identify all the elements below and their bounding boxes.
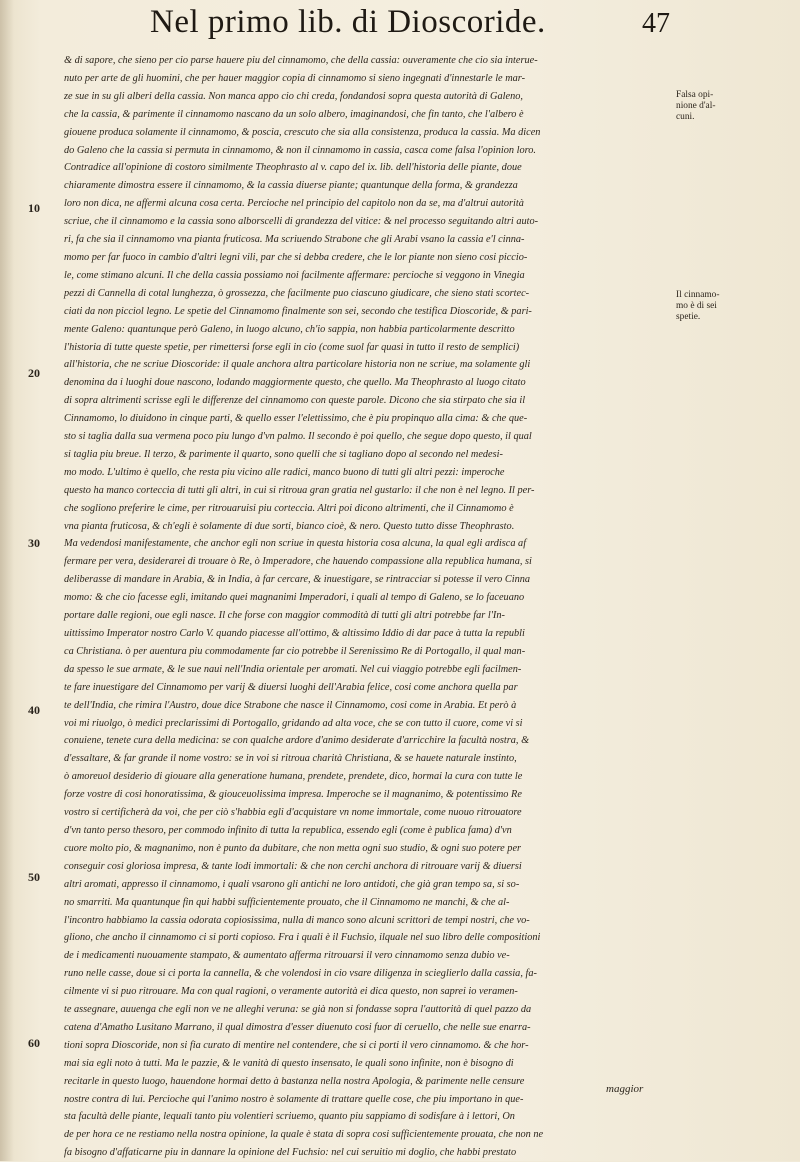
gloss-line: cuni.	[676, 112, 695, 122]
gloss-line: mo è di sei	[676, 301, 717, 311]
text-line: uittissimo Imperator nostro Carlo V. quando piacesse all'ottimo, & altissimo Iddio di dar pace à tutta la republi	[64, 628, 525, 639]
text-line: questo ha manco corteccia di tutti gli altri, in cui si ritroua gran gratia nel gustarlo: il che non è nel legno. Il per-	[64, 484, 535, 496]
text-line: conseguir cosi gloriosa impresa, & tante lodi immortali: & che non cerchi anchora di ritrouare varij & diuersi	[64, 860, 522, 872]
margin-gloss	[676, 90, 736, 123]
folio-number: 47	[642, 8, 670, 39]
text-line: Ma vedendosi manifestamente, che anchor egli non scriue in questa historia cosa alcuna, la qual egli ardisca af	[64, 538, 527, 550]
margin-gloss	[676, 290, 736, 323]
text-line: da spesso le sue armate, & le sue naui nell'India orientale per aromati. Nel cui viaggio potrebbe egli facilmen-	[64, 663, 522, 675]
catchword: maggior	[606, 1083, 644, 1095]
text-line: portare dalle regioni, oue egli nasce. Il che forse con maggior commodità di tutti gli altri potrebbe far l'In-	[64, 610, 505, 622]
text-line: de per hora ce ne restiamo nella nostra opinione, la quale è stata di sopra cosi sufficientemente prouata, che non ne	[64, 1129, 544, 1141]
text-line: deliberasse di mandare in Arabia, & in India, à far cercare, & inuestigare, se rintracciar si potesse il vero Cinna	[64, 574, 531, 586]
line-number: 60	[28, 1036, 40, 1050]
text-line: momo: & che cio facesse egli, imitando quei magnanimi Imperadori, i quali al tempo di Galeno, se lo faceuano	[64, 592, 525, 604]
text-line: tioni sopra Dioscoride, non si fia curato di mentire nel contendere, che si ci porti il vero cinnamomo. & che hor-	[64, 1039, 529, 1051]
text-line: chiaramente dimostra essere il cinnamomo, & la cassia diuerse piante; quantunque della forma, & grandezza	[64, 180, 518, 192]
line-number: 20	[28, 366, 40, 380]
text-line: mo modo. L'ultimo è quello, che resta piu vicino alle radici, manco buono di tutti gli altri pezzi: imperoche	[64, 466, 505, 478]
text-line: di sopra altrimenti scrisse egli le differenze del cinnamomo con queste parole. Dicono che sia stirpato che sia il	[64, 395, 526, 407]
line-number: 30	[28, 536, 40, 550]
text-line: si taglia piu breue. Il terzo, & parimente il quarto, sono quelli che si tagliano dopo al secondo nel medesi-	[64, 448, 503, 460]
text-line: vostro si certificherà da voi, che per ciò s'habbia egli d'acquistare vn nome immortale, come nuouo ritrouatore	[64, 807, 522, 819]
text-line: gliono, che ancho il cinnamomo ci si porti copioso. Fra i quali è il Fuchsio, ilquale nel suo libro delle compositioni	[64, 932, 541, 944]
gloss-line: Il cinnamo-	[676, 290, 720, 300]
text-line: do Galeno che la cassia si permuta in cinnamomo, & non il cinnamomo in cassia, casca come falsa l'opinion loro.	[64, 144, 537, 156]
text-line: te assegnare, auuenga che egli non ve ne alleghi veruna: se già non si fondasse sopra l'auttorità di quel pazzo da	[64, 1004, 532, 1016]
text-line: pezzi di Cannella di cotal lunghezza, ò grossezza, che facilmente puo ciascuno giudicare, che sieno stati scortec-	[64, 287, 530, 299]
text-line: Contradice all'opinione di costoro similmente Theophrasto al v. capo del ix. lib. dell'historia delle piante, doue	[64, 162, 522, 174]
text-line: te fare inuestigare del Cinnamomo per varij & diuersi luoghi dell'Arabia felice, cosi come anchora quella par	[64, 681, 518, 693]
line-number: 40	[28, 703, 40, 717]
text-line: che sogliono preferire le cime, per ritrouaruisi piu corteccia. Altri poi dicono altrimenti, che il Cinnamomo è	[64, 502, 514, 514]
gloss-line: spetie.	[676, 312, 701, 322]
text-line: altri aromati, appresso il cinnamomo, i quali vsarono gli antichi ne loro antidoti, che già gran tempo sa, si so-	[64, 878, 520, 890]
text-line: d'vn tanto perso thesoro, per commodo infinito di tutta la republica, essendo egli (come è publica fama) d'vn	[64, 824, 512, 836]
text-line: vna pianta fruticosa, & ch'egli è solamente di due sorti, bianco cioè, & nero. Questo tutto disse Theophrasto.	[64, 520, 515, 532]
text-line: Cinnamomo, lo diuidono in cinque parti, & quello esser l'elettissimo, che è piu propinquo alla cima: & che que-	[64, 413, 528, 425]
text-line: de i medicamenti nuouamente stampato, & aumentato afferma ritrouarsi il vero cinnamomo senza dubio ve-	[64, 950, 510, 962]
text-line: & di sapore, che sieno per cio parse hauere piu del cinnamomo, che della cassia: ouveramente che cio sia interue-	[64, 55, 538, 66]
text-line: sto si taglia dalla sua vermena poco piu lungo d'vn palmo. Il secondo è poi quello, che segue dopo questo, il qual	[64, 431, 532, 443]
text-line: scriue, che il cinnamomo e la cassia sono alborscelli di grandezza del vitice: & nel processo seguitando altri auto-	[64, 216, 539, 228]
text-line: fa bisogno d'affaticarne piu in dannare la opinione del Fuchsio: nel cui seruitio mi doglio, che habbi prestato	[64, 1147, 517, 1159]
text-line: cuore molto pio, & magnanimo, non è punto da dubitare, che non metta ogni suo studio, & ogni suo potere per	[64, 842, 522, 854]
text-line: all'historia, che ne scriue Dioscoride: il quale anchora altra particolare historia non ne scriue, ma solamente gli	[64, 359, 531, 371]
text-line: che la cassia, & parimente il cinnamomo nascano da un solo albero, imaginandosi, che fin tanto, che l'albero è	[64, 108, 524, 120]
text-line: conuiene, tenete cura della medicina: se con qualche ardore d'animo desiderate d'arricchire la facultà nostra, &	[64, 735, 530, 747]
text-line: mai sia egli noto à tutti. Ma le pazzie, & le vanità di questo insensato, le quali sono infinite, non è bisogno di	[64, 1057, 514, 1069]
text-line: runo nelle casse, doue si ci porta la cannella, & che volendosi in cio vsare diligenza in scieglierlo dalla cassia, fa-	[64, 968, 537, 980]
text-line: sta facultà delle piante, lequali tanto piu volentieri scriuemo, quanto piu sappiamo di sodisfare à i lettori, On	[64, 1111, 515, 1123]
text-line: d'essaltare, & far grande il nome vostro: se in voi si ritroua charità Christiana, & se hauete naturale instinto,	[64, 753, 517, 765]
text-line: catena d'Amatho Lusitano Marrano, il qual dimostra d'esser diuenuto cosi fuor di ceruello, che nelle sue enarra-	[64, 1021, 531, 1033]
text-line: loro non dica, ne affermi alcuna cosa certa. Percioche nel principio del capitolo non da se, ma d'altrui autorità	[64, 198, 524, 210]
text-line: ò amoreuol desiderio di giouare alla generatione humana, prendete, prendete, dico, hormai la cura con tutte le	[64, 771, 523, 783]
text-line: recitarle in questo luogo, hauendone hormai detto à bastanza nella nostra Apologia, & parimente nelle censure	[64, 1075, 525, 1087]
text-line: ri, fa che sia il cinnamomo vna pianta fruticosa. Ma scriuendo Strabone che gli Arabi vsano la cassia e'l cinna-	[64, 234, 525, 246]
text-line: no smarriti. Ma quantunque fin qui habbi sufficientemente prouato, che il Cinnamomo ne manchi, & che al-	[64, 896, 510, 908]
text-line: l'incontro habbiamo la cassia odorata copiosissima, nulla di manco sono alcuni scrittori de tempi nostri, che vo-	[64, 914, 530, 926]
text-line: giouene produca solamente il cinnamomo, & poscia, crescuto che sia alla consistenza, produca la cassia. Ma dicen	[64, 126, 541, 138]
page-edge-shadow	[0, 0, 14, 1161]
gloss-line: Falsa opi-	[676, 90, 714, 100]
running-header	[150, 4, 670, 44]
text-line: denomina da i luoghi doue nascono, lodando maggiormente questo, che quello. Ma Theophrasto al luogo citato	[64, 377, 526, 389]
line-number: 10	[28, 201, 40, 215]
text-line: voi mi riuolgo, ò medici preclarissimi di Portogallo, gridando ad alta voce, che se con tutto il cuore, come vi si	[64, 717, 523, 729]
text-line: ciati da non picciol legno. Le spetie del Cinnamomo finalmente son sei, secondo che testifica Dioscoride, & pari-	[64, 305, 532, 317]
text-line: ze sue in su gli alberi della cassia. Non manca appo cio chi creda, fondandosi sopra questa autorità di Galeno,	[64, 90, 523, 102]
text-line: l'historia di tutte queste spetie, per rimettersi forse egli in cio (come suol far quasi in tutto il resto de semplici)	[64, 341, 520, 353]
text-line: momo per far fuoco in cambio d'altri legni vili, par che si debba credere, che le lor piante non sieno cosi piccio-	[64, 251, 528, 263]
gloss-line: nione d'al-	[676, 101, 716, 111]
main-text-column	[64, 52, 664, 1159]
text-line: mente Galeno: quantunque però Galeno, in luogo alcuno, ch'io sappia, non habbia particolarmente descritto	[64, 323, 515, 335]
header-title: Nel primo lib. di Dioscoride.	[150, 4, 546, 40]
text-line: le, come stimano alcuni. Il che della cassia possiamo noi facilmente affermare: percioche si veggono in Vinegia	[64, 269, 525, 281]
text-line: nostre contra di lui. Percioche qui l'animo nostro è solamente di trattare quelle cose, che piu importano in que-	[64, 1093, 524, 1105]
text-line: cilmente vi si puo ritrouare. Ma con qual ragioni, o veramente autorità ei dica questo, non saprei io veramen-	[64, 986, 518, 998]
text-line: forze vostre di cosi honoratissima, & giouceuolissima impresa. Imperoche se il magnanimo, & potentissimo Re	[64, 789, 522, 801]
text-line: te dell'India, che rimira l'Austro, doue dice Strabone che nasce il Cinnamomo, cosi come in Arabia. Et però à	[64, 699, 517, 711]
text-line: ca Christiana. ò per auentura piu commodamente far cio potrebbe il Serenissimo Re di Portogallo, il qual man-	[64, 645, 526, 657]
line-number: 50	[28, 870, 40, 884]
text-line: fermare per vera, desiderarei di trouare ò Re, ò Imperadore, che hauendo compassione alla republica humana, si	[64, 556, 532, 568]
text-line: nuto per arte de gli huomini, che per hauer maggior copia di cinnamomo si sieno ingegnati d'innestarle le mar-	[64, 72, 526, 84]
